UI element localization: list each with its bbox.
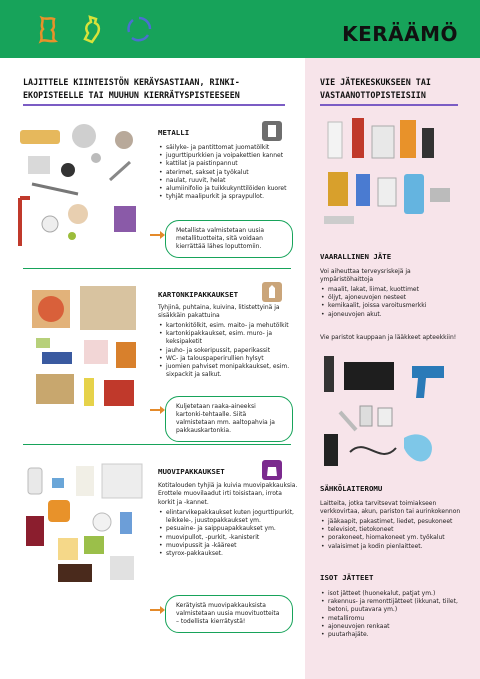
- brand-logo: KERÄÄMÖ: [342, 22, 458, 46]
- recycle-arrows-icon: [124, 14, 154, 44]
- left-heading: LAJITTELE KIINTEISTÖN KERÄYSASTIAAN, RINKI-EKOPISTEELLE TAI MUUHUN KIERRÄTYSPISTEESEEN: [23, 77, 240, 100]
- list-item: • öljyt, ajoneuvojen nesteet: [320, 294, 470, 302]
- arrow-icon: [150, 409, 162, 411]
- can-icon: [262, 121, 282, 141]
- metal-items-illustration: [18, 118, 158, 248]
- metal-badge: [262, 121, 282, 141]
- carton-items-illustration: [26, 282, 146, 412]
- carton-heading: KARTONKIPAKKAUKSET: [158, 290, 239, 299]
- carton-list: [158, 322, 298, 379]
- milk-carton-icon: [262, 282, 282, 302]
- list-item: • ajoneuvojen akut.: [320, 311, 470, 319]
- bulky-list: [320, 590, 472, 639]
- list-item: • säilyke- ja pantittomat juomatölkit: [158, 144, 298, 152]
- plastic-bag-icon: [262, 460, 282, 480]
- list-item: • kattilat ja paistinpannut: [158, 160, 298, 168]
- list-item: • isot jätteet (huonekalut, patjat ym.): [320, 590, 472, 598]
- plastic-intro: Kotitalouden tyhjiä ja kuivia muovipakkauksia. Erottele muovilaadut irti toisistaan, irrota korkit ja -kannet.: [158, 482, 298, 506]
- plastic-list: [158, 509, 303, 558]
- list-item: • kartonkitölkit, esim. maito- ja mehutölkit: [158, 322, 298, 330]
- list-item: • WC- ja talouspaperirullien hylsyt: [158, 355, 298, 363]
- apple-core-icon: [34, 14, 64, 44]
- right-heading-rule: [320, 104, 458, 106]
- plastic-callout: Kerätyistä muovipakkauksista valmistetaan uusia muovituotteita – todellista kierrätystä!: [165, 595, 293, 633]
- list-item: • puutarhajäte.: [320, 631, 472, 639]
- electronics-heading: SÄHKÖLAITEROMU: [320, 484, 383, 493]
- plastic-heading: MUOVIPAKKAUKSET: [158, 467, 225, 476]
- list-item: • ajoneuvojen renkaat: [320, 623, 472, 631]
- list-item: • muovipussit ja -kääreet: [158, 542, 303, 550]
- arrow-icon: [150, 609, 162, 611]
- electronics-list: [320, 518, 475, 551]
- bulky-heading: ISOT JÄTTEET: [320, 573, 374, 582]
- header-bar: [0, 0, 480, 58]
- list-item: • kartonkipakkaukset, esim. muro- ja keksipaketit: [158, 330, 298, 346]
- divider: [23, 268, 291, 269]
- plastic-items-illustration: [22, 460, 152, 590]
- list-item: • porakoneet, hiomakoneet ym. työkalut: [320, 534, 475, 542]
- metal-list: [158, 144, 298, 201]
- list-item: • metalliromu: [320, 615, 472, 623]
- list-item: • jääkaapit, pakastimet, liedet, pesukoneet: [320, 518, 475, 526]
- list-item: • jugurttipurkkien ja voipakettien kannet: [158, 152, 298, 160]
- hazardous-list: [320, 286, 470, 319]
- list-item: • alumiinifolio ja tuikkukynttilöiden kuoret: [158, 185, 298, 193]
- list-item: • pesuaine- ja saippuapakkaukset ym.: [158, 525, 303, 533]
- list-item: • kemikaalit, joissa varoitusmerkki: [320, 302, 470, 310]
- arrow-icon: [150, 234, 162, 236]
- plastic-badge: [262, 460, 282, 480]
- carton-intro: Tyhjinä, puhtaina, kuivina, litistettyinä ja sisäkkäin pakattuina: [158, 304, 280, 320]
- list-item: • maalit, lakat, liimat, kuottimet: [320, 286, 470, 294]
- list-item: • styrox-pakkaukset.: [158, 550, 303, 558]
- list-item: • jauho- ja sokeripussit, paperikassit: [158, 347, 298, 355]
- left-heading-rule: [23, 104, 285, 106]
- list-item: • elintarvikepakkaukset kuten jogurttipurkit, leikkele-, juustopakkaukset ym.: [158, 509, 303, 525]
- electronics-intro: Laitteita, jotka tarvitsevat toimiakseen verkkovirtaa, akun, pariston tai aurinkokennon: [320, 500, 461, 516]
- list-item: • muovipullot, -purkit, -kanisterit: [158, 534, 303, 542]
- carton-callout: Kuljetetaan raaka-aineeksi kartonki-tehtaalle. Siitä valmistetaan mm. aaltopahvia ja pakkauskartonkia.: [165, 396, 293, 442]
- carton-badge: [262, 282, 282, 302]
- list-item: • rakennus- ja remonttijätteet (ikkunat, tiilet, betoni, puutavara ym.): [320, 598, 472, 614]
- list-item: • aterimet, sakset ja työkalut: [158, 169, 298, 177]
- hazardous-note: Vie paristot kauppaan ja lääkkeet apteekkiin!: [320, 334, 457, 341]
- hazardous-heading: VAARALLINEN JÄTE: [320, 252, 392, 261]
- right-heading: VIE JÄTEKESKUKSEEN TAI VASTAANOTTOPISTEISIIN: [320, 77, 431, 100]
- metal-heading: METALLI: [158, 128, 190, 137]
- electronics-illustration: [320, 352, 460, 474]
- bottle-icon: [78, 14, 108, 44]
- hazardous-items-illustration: [322, 116, 458, 238]
- hazardous-intro: Voi aiheuttaa terveysriskejä ja ympäristöhaittoja: [320, 268, 411, 284]
- list-item: • tyhjät maalipurkit ja spraypullot.: [158, 193, 298, 201]
- list-item: • juomien pahviset monipakkaukset, esim. sixpackit ja salkut.: [158, 363, 298, 379]
- list-item: • naulat, ruuvit, helat: [158, 177, 298, 185]
- metal-callout: Metallista valmistetaan uusia metallituotteita, sitä voidaan kierrättää lähes loputtomiin.: [165, 220, 293, 258]
- divider: [23, 444, 291, 445]
- list-item: • valaisimet ja kodin pienlaitteet.: [320, 543, 475, 551]
- list-item: • televisiot, tietokoneet: [320, 526, 475, 534]
